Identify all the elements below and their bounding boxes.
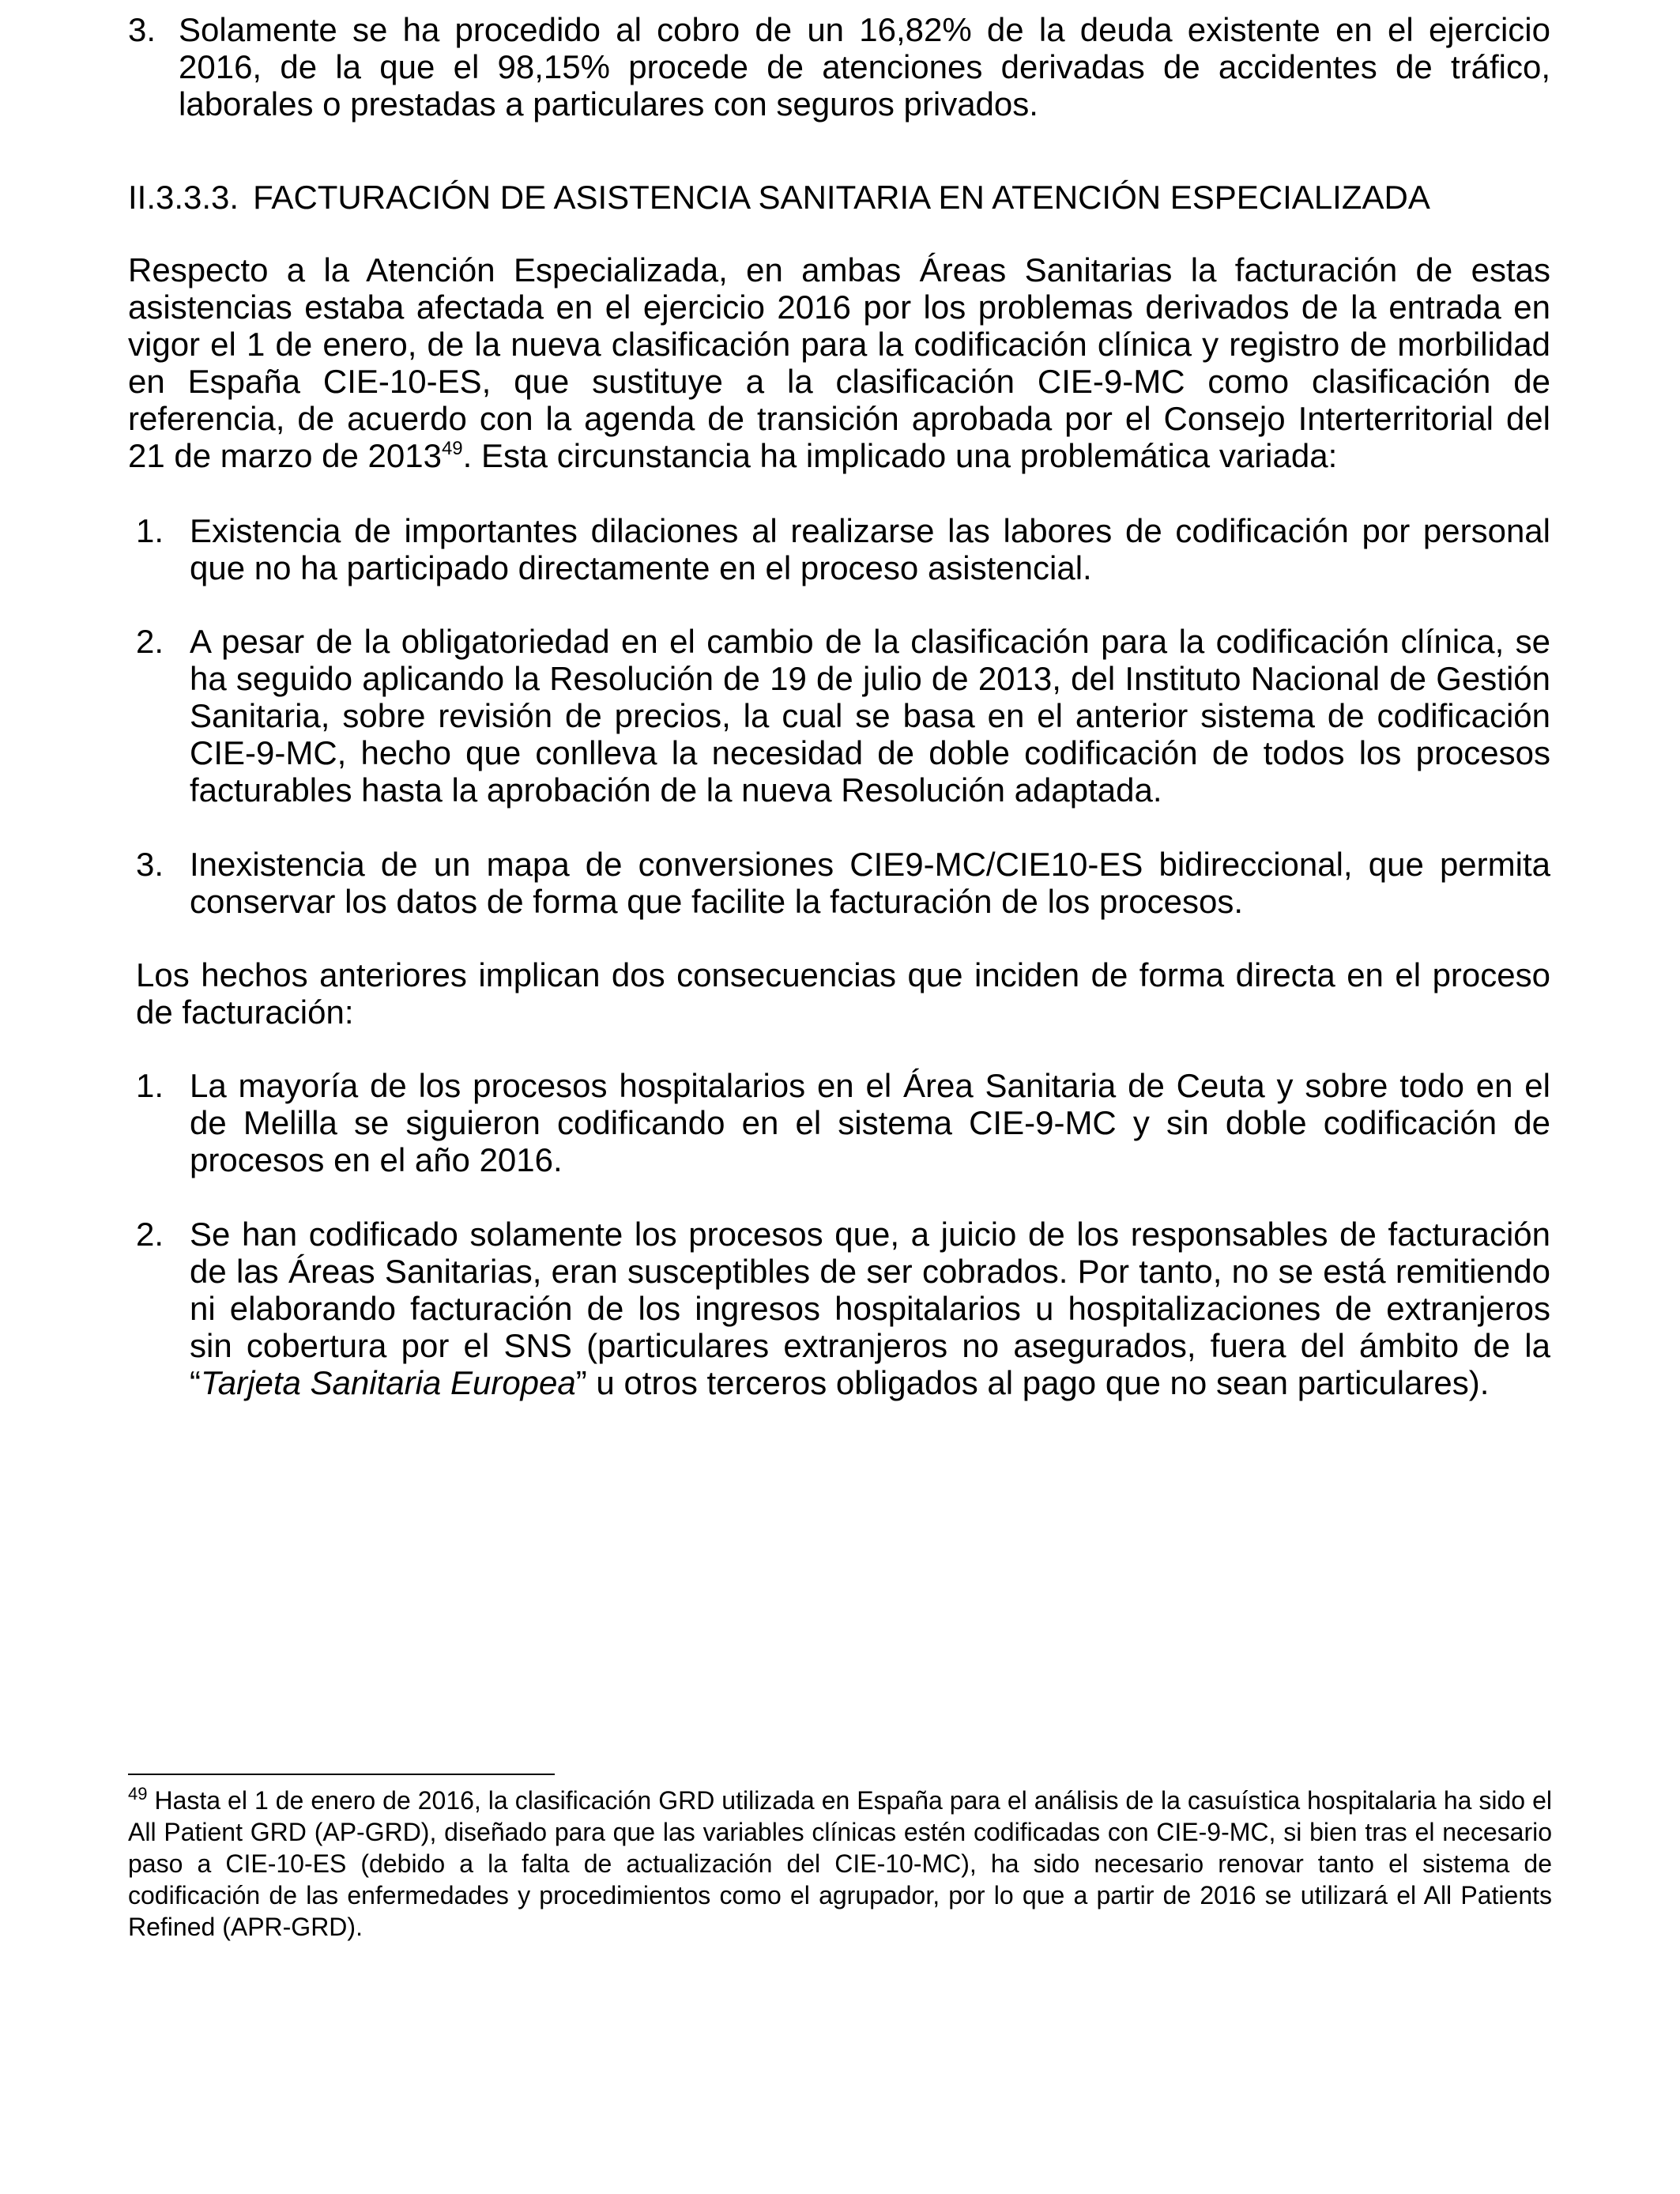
text-after-italic: ” u otros terceros obligados al pago que no sean particulares). xyxy=(575,1364,1490,1401)
paragraph-intro xyxy=(128,251,1550,474)
list-text: La mayoría de los procesos hospitalarios en el Área Sanitaria de Ceuta y sobre todo en el de Melilla se siguieron codificando en el sistema CIE-9-MC y sin doble codificación de procesos en el año 2016. xyxy=(190,1067,1550,1178)
list-number: 3. xyxy=(136,846,164,883)
paragraph-text: Respecto a la Atención Especializada, en ambas Áreas Sanitarias la facturación de estas asistencias estaba afectada en el ejercicio 2016 por los problemas derivados de la entrada en vigor el 1 de enero, de la nueva clasificación para la codificación clínica y registro de morbilidad en España CIE-10-ES, que sustituye a la clasificación CIE-9-MC como clasificación de referencia, de acuerdo con la agenda de transición aprobada por el Consejo Interterritorial del 21 de marzo de 2013 xyxy=(128,251,1550,474)
footnote-number: 49 xyxy=(128,1784,148,1804)
footnote-text: Hasta el 1 de enero de 2016, la clasificación GRD utilizada en España para el análisis de la casuística hospitalaria ha sido el All Patient GRD (AP-GRD), diseñado para que las variables clínicas estén codificadas con CIE-9-MC, si bien tras el necesario paso a CIE-10-ES (debido a la falta de actualización del CIE-10-MC), ha sido necesario renovar tanto el sistema de codificación de las enfermedades y procedimientos como el agrupador, por lo que a partir de 2016 se utilizará el All Patients Refined (APR-GRD). xyxy=(128,1786,1552,1941)
footnote xyxy=(128,1785,1552,1943)
text-before-italic: Se han codificado solamente los procesos que, a juicio de los responsables de facturación de las Áreas Sanitarias, eran susceptibles de ser cobrados. Por tanto, no se está remitiendo ni elaborando facturación de los ingresos hospitalarios u hospitalizaciones de extranjeros sin cobertura por el SNS (particulares extranjeros no asegurados, fuera del ámbito de la “ xyxy=(190,1216,1550,1401)
problem-item-1 xyxy=(136,512,1550,586)
paragraph-consequences-intro xyxy=(136,956,1550,1031)
list-number: 2. xyxy=(136,1216,164,1253)
footnote-separator xyxy=(128,1774,555,1775)
intro-list-item xyxy=(128,11,1550,123)
footnote-reference: 49 xyxy=(441,438,463,459)
list-number: 1. xyxy=(136,512,164,549)
list-number: 3. xyxy=(128,11,156,48)
list-text: A pesar de la obligatoriedad en el cambio de la clasificación para la codificación clínica, se ha seguido aplicando la Resolución de 19 de julio de 2013, del Instituto Nacional de Gestión Sanitaria, sobre revisión de precios, la cual se basa en el anterior sistema de codificación CIE-9-MC, hecho que conlleva la necesidad de doble codificación de todos los procesos facturables hasta la aprobación de la nueva Resolución adaptada. xyxy=(190,623,1550,809)
list-number: 1. xyxy=(136,1067,164,1104)
problem-item-2 xyxy=(136,623,1550,809)
list-number: 2. xyxy=(136,623,164,660)
italic-text: Tarjeta Sanitaria Europea xyxy=(201,1364,576,1401)
consequence-item-1 xyxy=(136,1067,1550,1178)
problem-item-3 xyxy=(136,846,1550,920)
section-heading xyxy=(128,179,1430,216)
list-text: Solamente se ha procedido al cobro de un 16,82% de la deuda existente en el ejercicio 2016, de la que el 98,15% procede de atenciones derivadas de accidentes de tráfico, laborales o prestadas a particulares con seguros privados. xyxy=(179,11,1550,123)
section-title: FACTURACIÓN DE ASISTENCIA SANITARIA EN ATENCIÓN ESPECIALIZADA xyxy=(253,179,1430,216)
section-number: II.3.3.3. xyxy=(128,179,239,216)
paragraph-text: Los hechos anteriores implican dos consecuencias que inciden de forma directa en el proceso de facturación: xyxy=(136,956,1550,1031)
list-text xyxy=(190,1216,1550,1401)
list-text: Existencia de importantes dilaciones al realizarse las labores de codificación por personal que no ha participado directamente en el proceso asistencial. xyxy=(190,512,1550,586)
consequence-item-2 xyxy=(136,1216,1550,1401)
paragraph-text-after: . Esta circunstancia ha implicado una problemática variada: xyxy=(462,437,1338,474)
list-text: Inexistencia de un mapa de conversiones CIE9-MC/CIE10-ES bidireccional, que permita conservar los datos de forma que facilite la facturación de los procesos. xyxy=(190,846,1550,920)
